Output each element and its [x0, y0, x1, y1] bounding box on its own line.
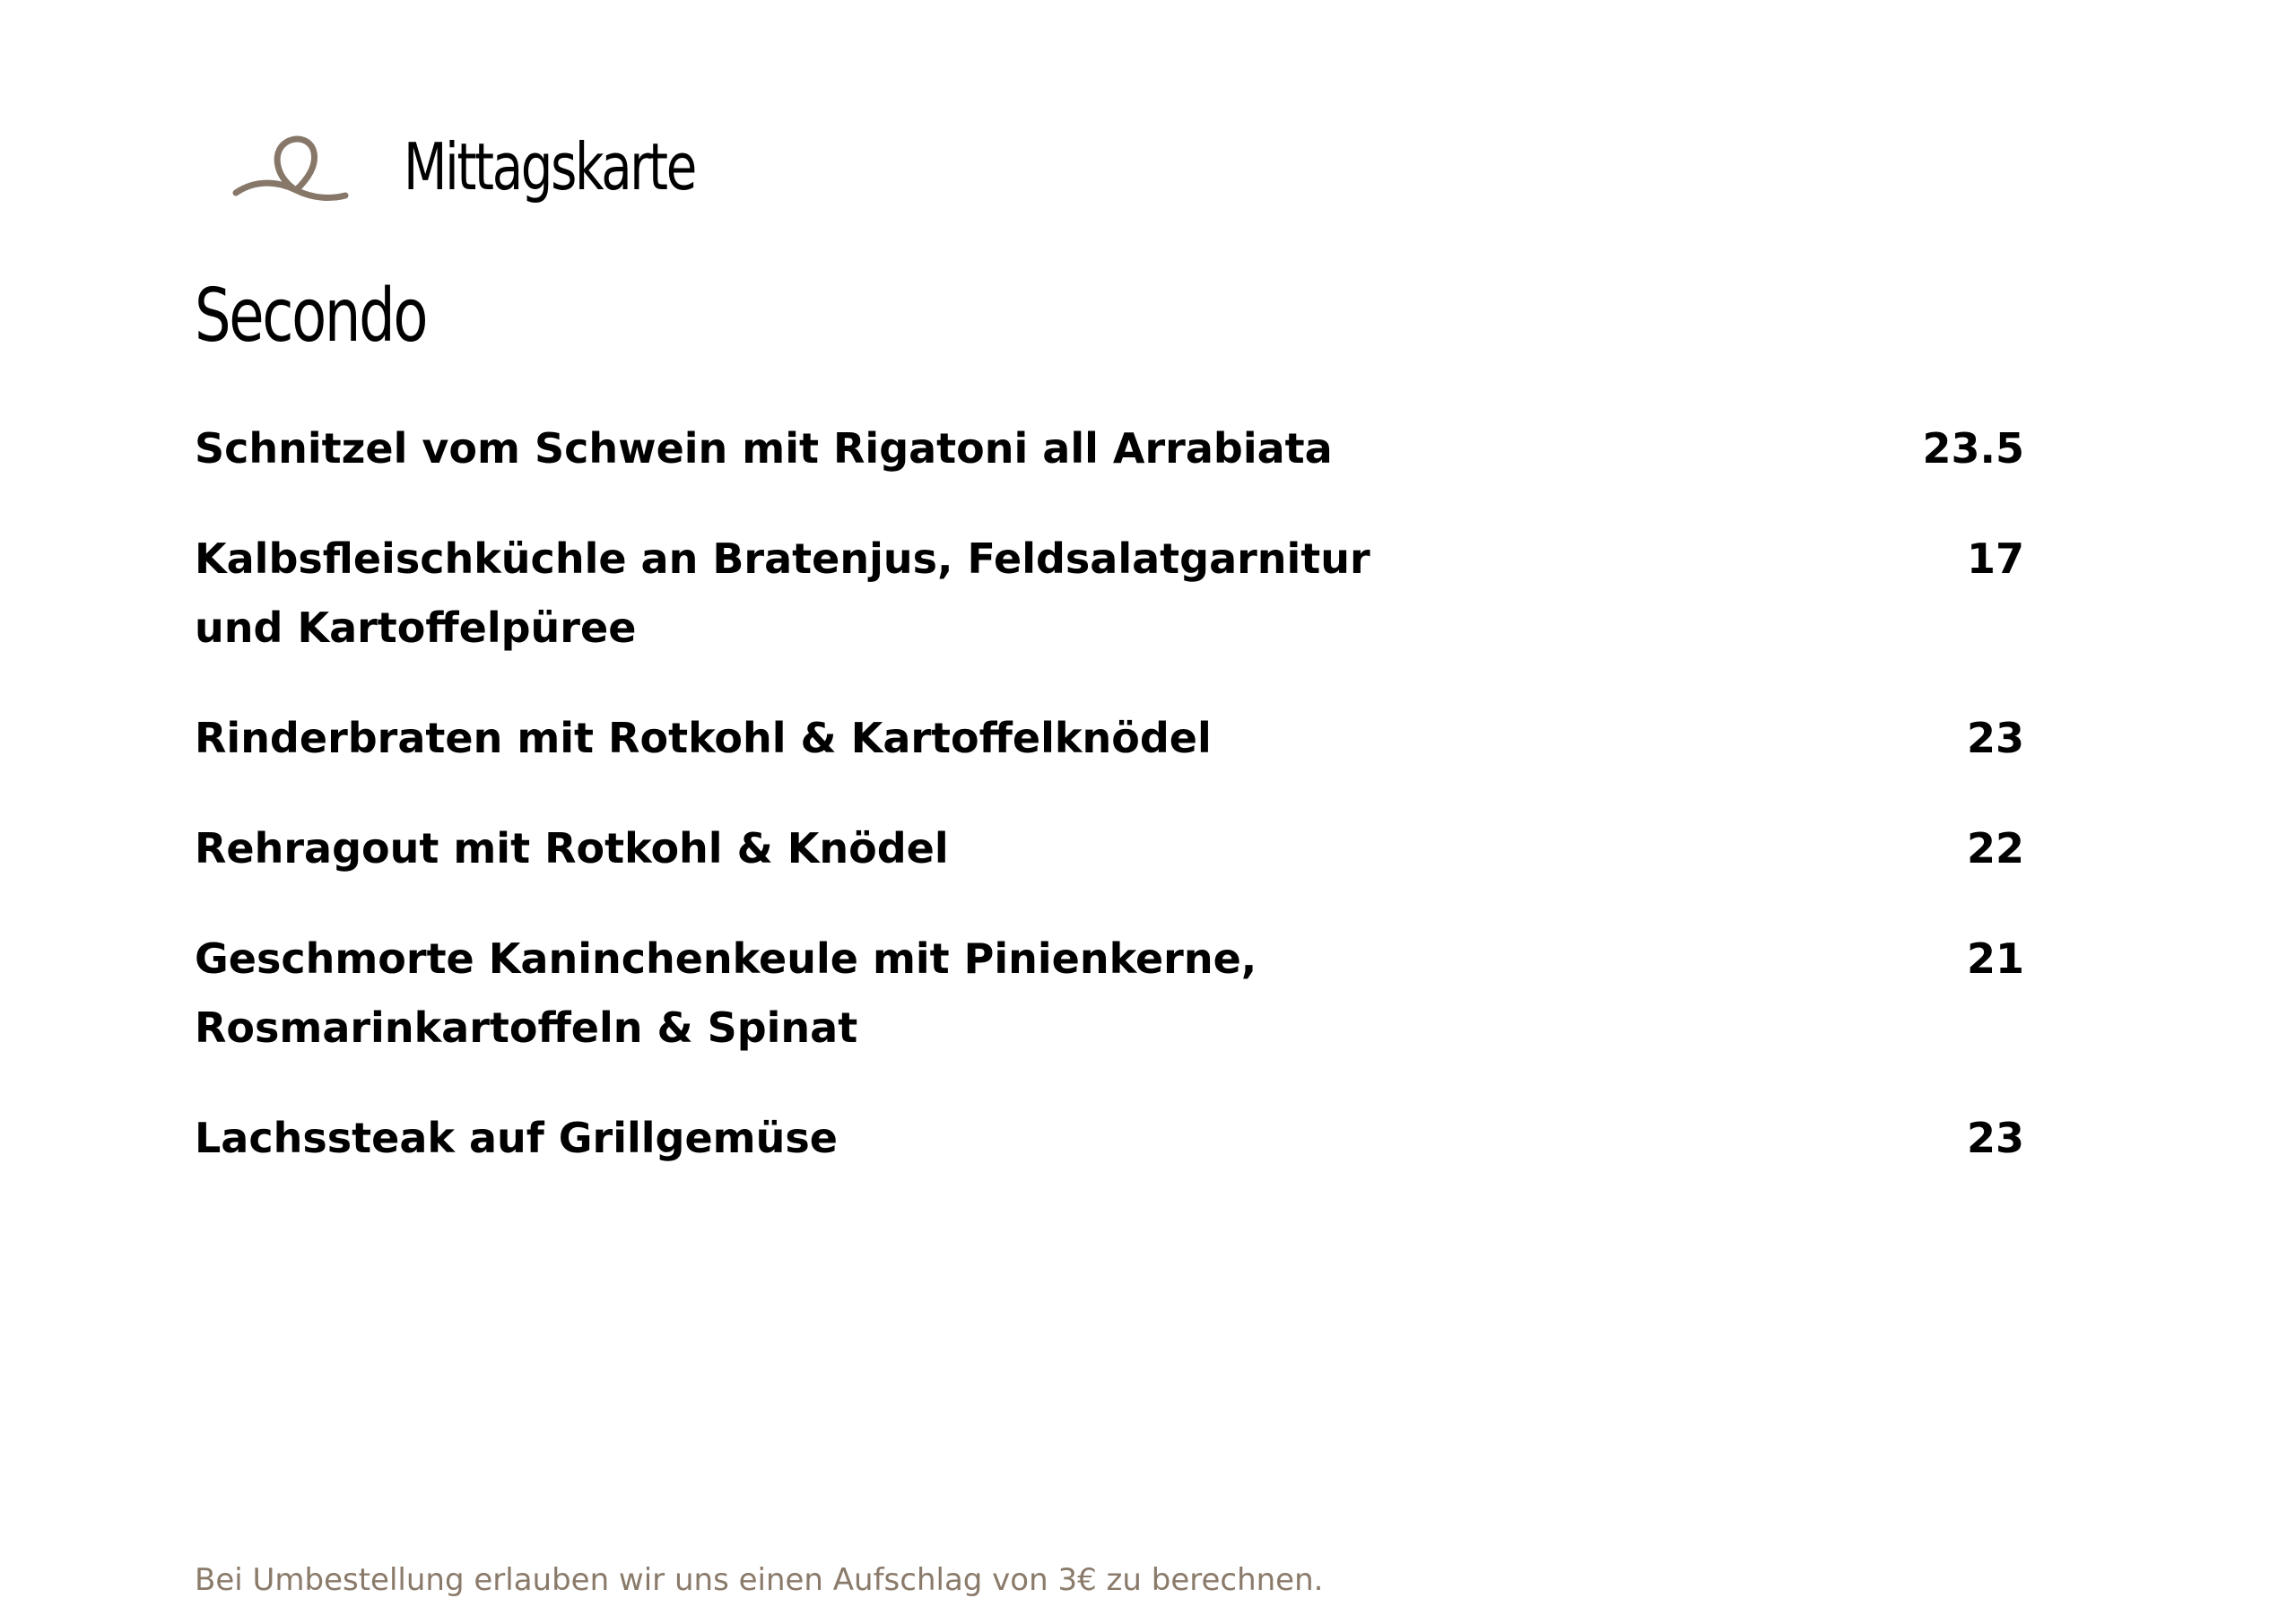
- menu-item: [195, 704, 2024, 773]
- dish-name: [195, 925, 1612, 1063]
- dish-name-line: und Kartoffelpüree: [195, 604, 637, 652]
- dish-price: 22: [1966, 824, 2024, 873]
- swirl-logo-icon: [229, 126, 354, 215]
- dish-price: 23.5: [1922, 424, 2024, 473]
- footnote: Bei Umbestellung erlauben wir uns einen Aufschlag von 3€ zu berechnen.: [195, 1562, 1324, 1598]
- section-title: Secondo: [195, 274, 427, 359]
- dish-price: 23: [1966, 1114, 2024, 1162]
- menu-item: [195, 814, 2024, 883]
- menu-item: [195, 525, 2024, 663]
- dish-name: [195, 525, 1612, 663]
- dish-price: 21: [1966, 934, 2024, 983]
- dish-name-line: Rehragout mit Rotkohl & Knödel: [195, 824, 949, 873]
- dish-name-line: Rosmarinkartoffeln & Spinat: [195, 1003, 858, 1052]
- dish-name-line: Geschmorte Kaninchenkeule mit Pinienkerne,: [195, 934, 1257, 983]
- dish-name-line: Schnitzel vom Schwein mit Rigatoni all Arrabiata: [195, 424, 1333, 473]
- dish-name-line: Kalbsfleischküchle an Bratenjus, Feldsalatgarnitur: [195, 534, 1370, 583]
- dish-name-line: Lachssteak auf Grillgemüse: [195, 1114, 838, 1162]
- dish-price: 17: [1966, 534, 2024, 583]
- menu-item: [195, 925, 2024, 1063]
- page-title: Mittagskarte: [404, 129, 695, 204]
- menu-item: [195, 414, 2024, 483]
- dish-name: [195, 814, 1612, 883]
- dish-name: [195, 414, 1612, 483]
- dish-name: [195, 1104, 1612, 1173]
- dish-price: 23: [1966, 714, 2024, 762]
- dish-name-line: Rinderbraten mit Rotkohl & Kartoffelknödel: [195, 714, 1212, 762]
- menu-list: [195, 414, 2024, 1214]
- header: [229, 117, 1305, 242]
- menu-item: [195, 1104, 2024, 1173]
- dish-name: [195, 704, 1612, 773]
